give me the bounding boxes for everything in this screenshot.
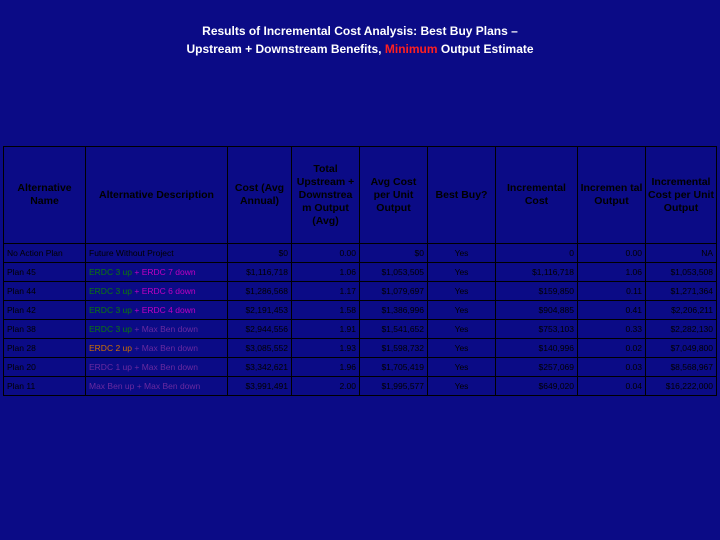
header-row [4,147,717,244]
cell-inc-output: 0.11 [578,282,646,301]
title-line-1: Results of Incremental Cost Analysis: Best Buy Plans – [202,24,518,38]
header-incremental-cost-per-unit: Incremental Cost per Unit Output [646,147,717,244]
cell-best-buy: Yes [428,339,496,358]
cell-best-buy: Yes [428,358,496,377]
cell-description: ERDC 3 up + Max Ben down [86,320,228,339]
cell-cost: $0 [228,244,292,263]
cell-inc-unit: $16,222,000 [646,377,717,396]
cell-output: 1.91 [292,320,360,339]
cell-name: Plan 38 [4,320,86,339]
header-avg-cost: Avg Cost per Unit Output [360,147,428,244]
table-row [4,263,717,282]
cell-avg-cost: $1,995,577 [360,377,428,396]
cell-avg-cost: $1,598,732 [360,339,428,358]
cell-inc-output: 0.33 [578,320,646,339]
cell-cost: $3,991,491 [228,377,292,396]
title-line-2 [0,40,720,58]
cell-cost: $3,085,552 [228,339,292,358]
slide-title [0,22,720,58]
cell-output: 0.00 [292,244,360,263]
results-table-container [3,146,716,396]
cell-description: ERDC 3 up + ERDC 7 down [86,263,228,282]
cell-cost: $1,116,718 [228,263,292,282]
cell-cost: $2,191,453 [228,301,292,320]
header-incremental-cost: Incremental Cost [496,147,578,244]
header-output: Total Upstream + Downstrea m Output (Avg) [292,147,360,244]
cell-name: Plan 20 [4,358,86,377]
cell-best-buy: Yes [428,377,496,396]
cell-best-buy: Yes [428,244,496,263]
cell-inc-output: 0.02 [578,339,646,358]
header-alternative-name: Alternative Name [4,147,86,244]
cell-output: 1.17 [292,282,360,301]
cell-avg-cost: $1,386,996 [360,301,428,320]
table-row [4,377,717,396]
cell-description: Max Ben up + Max Ben down [86,377,228,396]
results-table [3,146,717,396]
cell-inc-cost: $159,850 [496,282,578,301]
cell-inc-cost: $140,996 [496,339,578,358]
title-line-2-end: Output Estimate [437,42,534,56]
cell-best-buy: Yes [428,301,496,320]
table-row [4,339,717,358]
cell-description: ERDC 2 up + Max Ben down [86,339,228,358]
cell-inc-cost: $649,020 [496,377,578,396]
cell-inc-unit: $1,271,364 [646,282,717,301]
title-highlight: Minimum [384,42,438,56]
cell-inc-unit: $2,206,211 [646,301,717,320]
cell-inc-output: 0.00 [578,244,646,263]
cell-cost: $3,342,621 [228,358,292,377]
cell-inc-cost: 0 [496,244,578,263]
cell-output: 1.93 [292,339,360,358]
cell-name: Plan 28 [4,339,86,358]
cell-inc-unit: $8,568,967 [646,358,717,377]
cell-output: 1.58 [292,301,360,320]
cell-output: 1.06 [292,263,360,282]
table-row [4,301,717,320]
table-row [4,244,717,263]
cell-inc-output: 0.41 [578,301,646,320]
cell-avg-cost: $1,541,652 [360,320,428,339]
cell-cost: $1,286,568 [228,282,292,301]
cell-name: Plan 44 [4,282,86,301]
cell-avg-cost: $1,053,505 [360,263,428,282]
table-row [4,358,717,377]
cell-name: Plan 11 [4,377,86,396]
cell-name: No Action Plan [4,244,86,263]
cell-description: Future Without Project [86,244,228,263]
cell-inc-output: 1.06 [578,263,646,282]
cell-inc-unit: $2,282,130 [646,320,717,339]
cell-avg-cost: $1,079,697 [360,282,428,301]
title-line-2-start: Upstream + Downstream Benefits, [186,42,385,56]
cell-inc-cost: $904,885 [496,301,578,320]
cell-output: 1.96 [292,358,360,377]
cell-inc-unit: NA [646,244,717,263]
cell-inc-cost: $1,116,718 [496,263,578,282]
cell-description: ERDC 1 up + Max Ben down [86,358,228,377]
cell-best-buy: Yes [428,282,496,301]
table-row [4,282,717,301]
cell-inc-output: 0.04 [578,377,646,396]
cell-description: ERDC 3 up + ERDC 4 down [86,301,228,320]
header-best-buy: Best Buy? [428,147,496,244]
cell-best-buy: Yes [428,263,496,282]
cell-output: 2.00 [292,377,360,396]
header-cost: Cost (Avg Annual) [228,147,292,244]
cell-avg-cost: $1,705,419 [360,358,428,377]
header-alternative-description: Alternative Description [86,147,228,244]
cell-avg-cost: $0 [360,244,428,263]
cell-inc-unit: $7,049,800 [646,339,717,358]
cell-inc-output: 0.03 [578,358,646,377]
cell-inc-cost: $257,069 [496,358,578,377]
cell-description: ERDC 3 up + ERDC 6 down [86,282,228,301]
cell-cost: $2,944,556 [228,320,292,339]
header-incremental-output: Incremen tal Output [578,147,646,244]
cell-inc-unit: $1,053,508 [646,263,717,282]
cell-best-buy: Yes [428,320,496,339]
cell-name: Plan 45 [4,263,86,282]
cell-inc-cost: $753,103 [496,320,578,339]
cell-name: Plan 42 [4,301,86,320]
table-row [4,320,717,339]
